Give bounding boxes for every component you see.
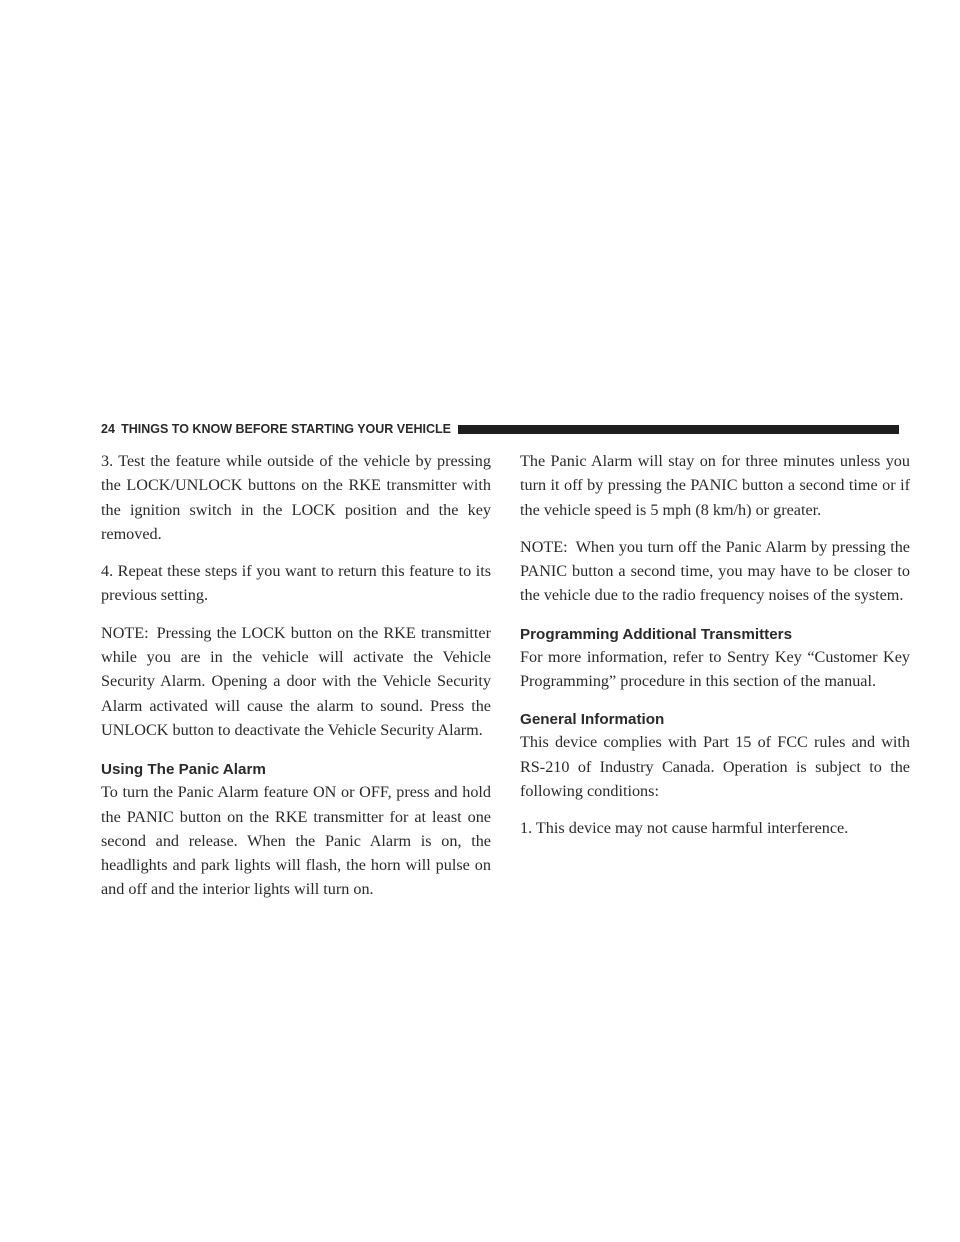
heading-using-panic-alarm: Using The Panic Alarm bbox=[101, 761, 266, 779]
general-info-paragraph: This device complies with Part 15 of FCC rules and with RS-210 of Industry Canada. Operation is subject to the following conditions: bbox=[520, 733, 910, 800]
heading-programming-transmitters: Programming Additional Transmitters bbox=[520, 625, 793, 643]
left-column bbox=[101, 449, 491, 915]
panic-alarm-paragraph: To turn the Panic Alarm feature ON or OFF, press and hold the PANIC button on the RKE transmitter for at least one second and release. When the Panic Alarm is on, the headlights and park lights will flash, the horn will pulse on and off and the interior lights will turn on. bbox=[101, 783, 491, 899]
note-lock-paragraph bbox=[101, 621, 491, 742]
note-lock-text: Pressing the LOCK button on the RKE transmitter while you are in the vehicle will activate the Vehicle Security Alarm. Opening a door with the Vehicle Security Alarm activated will cause the alarm to sound. Press the UNLOCK button to deactivate the Vehicle Security Alarm. bbox=[101, 623, 491, 739]
panic-duration-paragraph: The Panic Alarm will stay on for three minutes unless you turn it off by pressing the PANIC button a second time or if the vehicle speed is 5 mph (8 km/h) or greater. bbox=[520, 452, 910, 519]
page-header bbox=[101, 419, 899, 439]
note-panic-off-text: When you turn off the Panic Alarm by pressing the PANIC button a second time, you may have to be closer to the vehicle due to the radio frequency noises of the system. bbox=[520, 537, 910, 605]
heading-general-information: General Information bbox=[520, 711, 665, 729]
note-label: NOTE: bbox=[520, 537, 568, 556]
header-rule-bar bbox=[458, 425, 899, 434]
right-column bbox=[520, 449, 910, 854]
page-number: 24 bbox=[101, 422, 116, 436]
programming-paragraph: For more information, refer to Sentry Key “Customer Key Programming” procedure in this section of the manual. bbox=[520, 647, 910, 691]
condition-1-paragraph: 1. This device may not cause harmful interference. bbox=[520, 819, 849, 838]
note-panic-off-paragraph bbox=[520, 535, 910, 608]
step-4-paragraph: 4. Repeat these steps if you want to return this feature to its previous setting. bbox=[101, 562, 491, 605]
step-3-paragraph: 3. Test the feature while outside of the vehicle by pressing the LOCK/UNLOCK buttons on the RKE transmitter with the ignition switch in the LOCK position and the key removed. bbox=[101, 452, 491, 543]
section-title: THINGS TO KNOW BEFORE STARTING YOUR VEHICLE bbox=[121, 422, 451, 436]
note-label: NOTE: bbox=[101, 623, 149, 642]
